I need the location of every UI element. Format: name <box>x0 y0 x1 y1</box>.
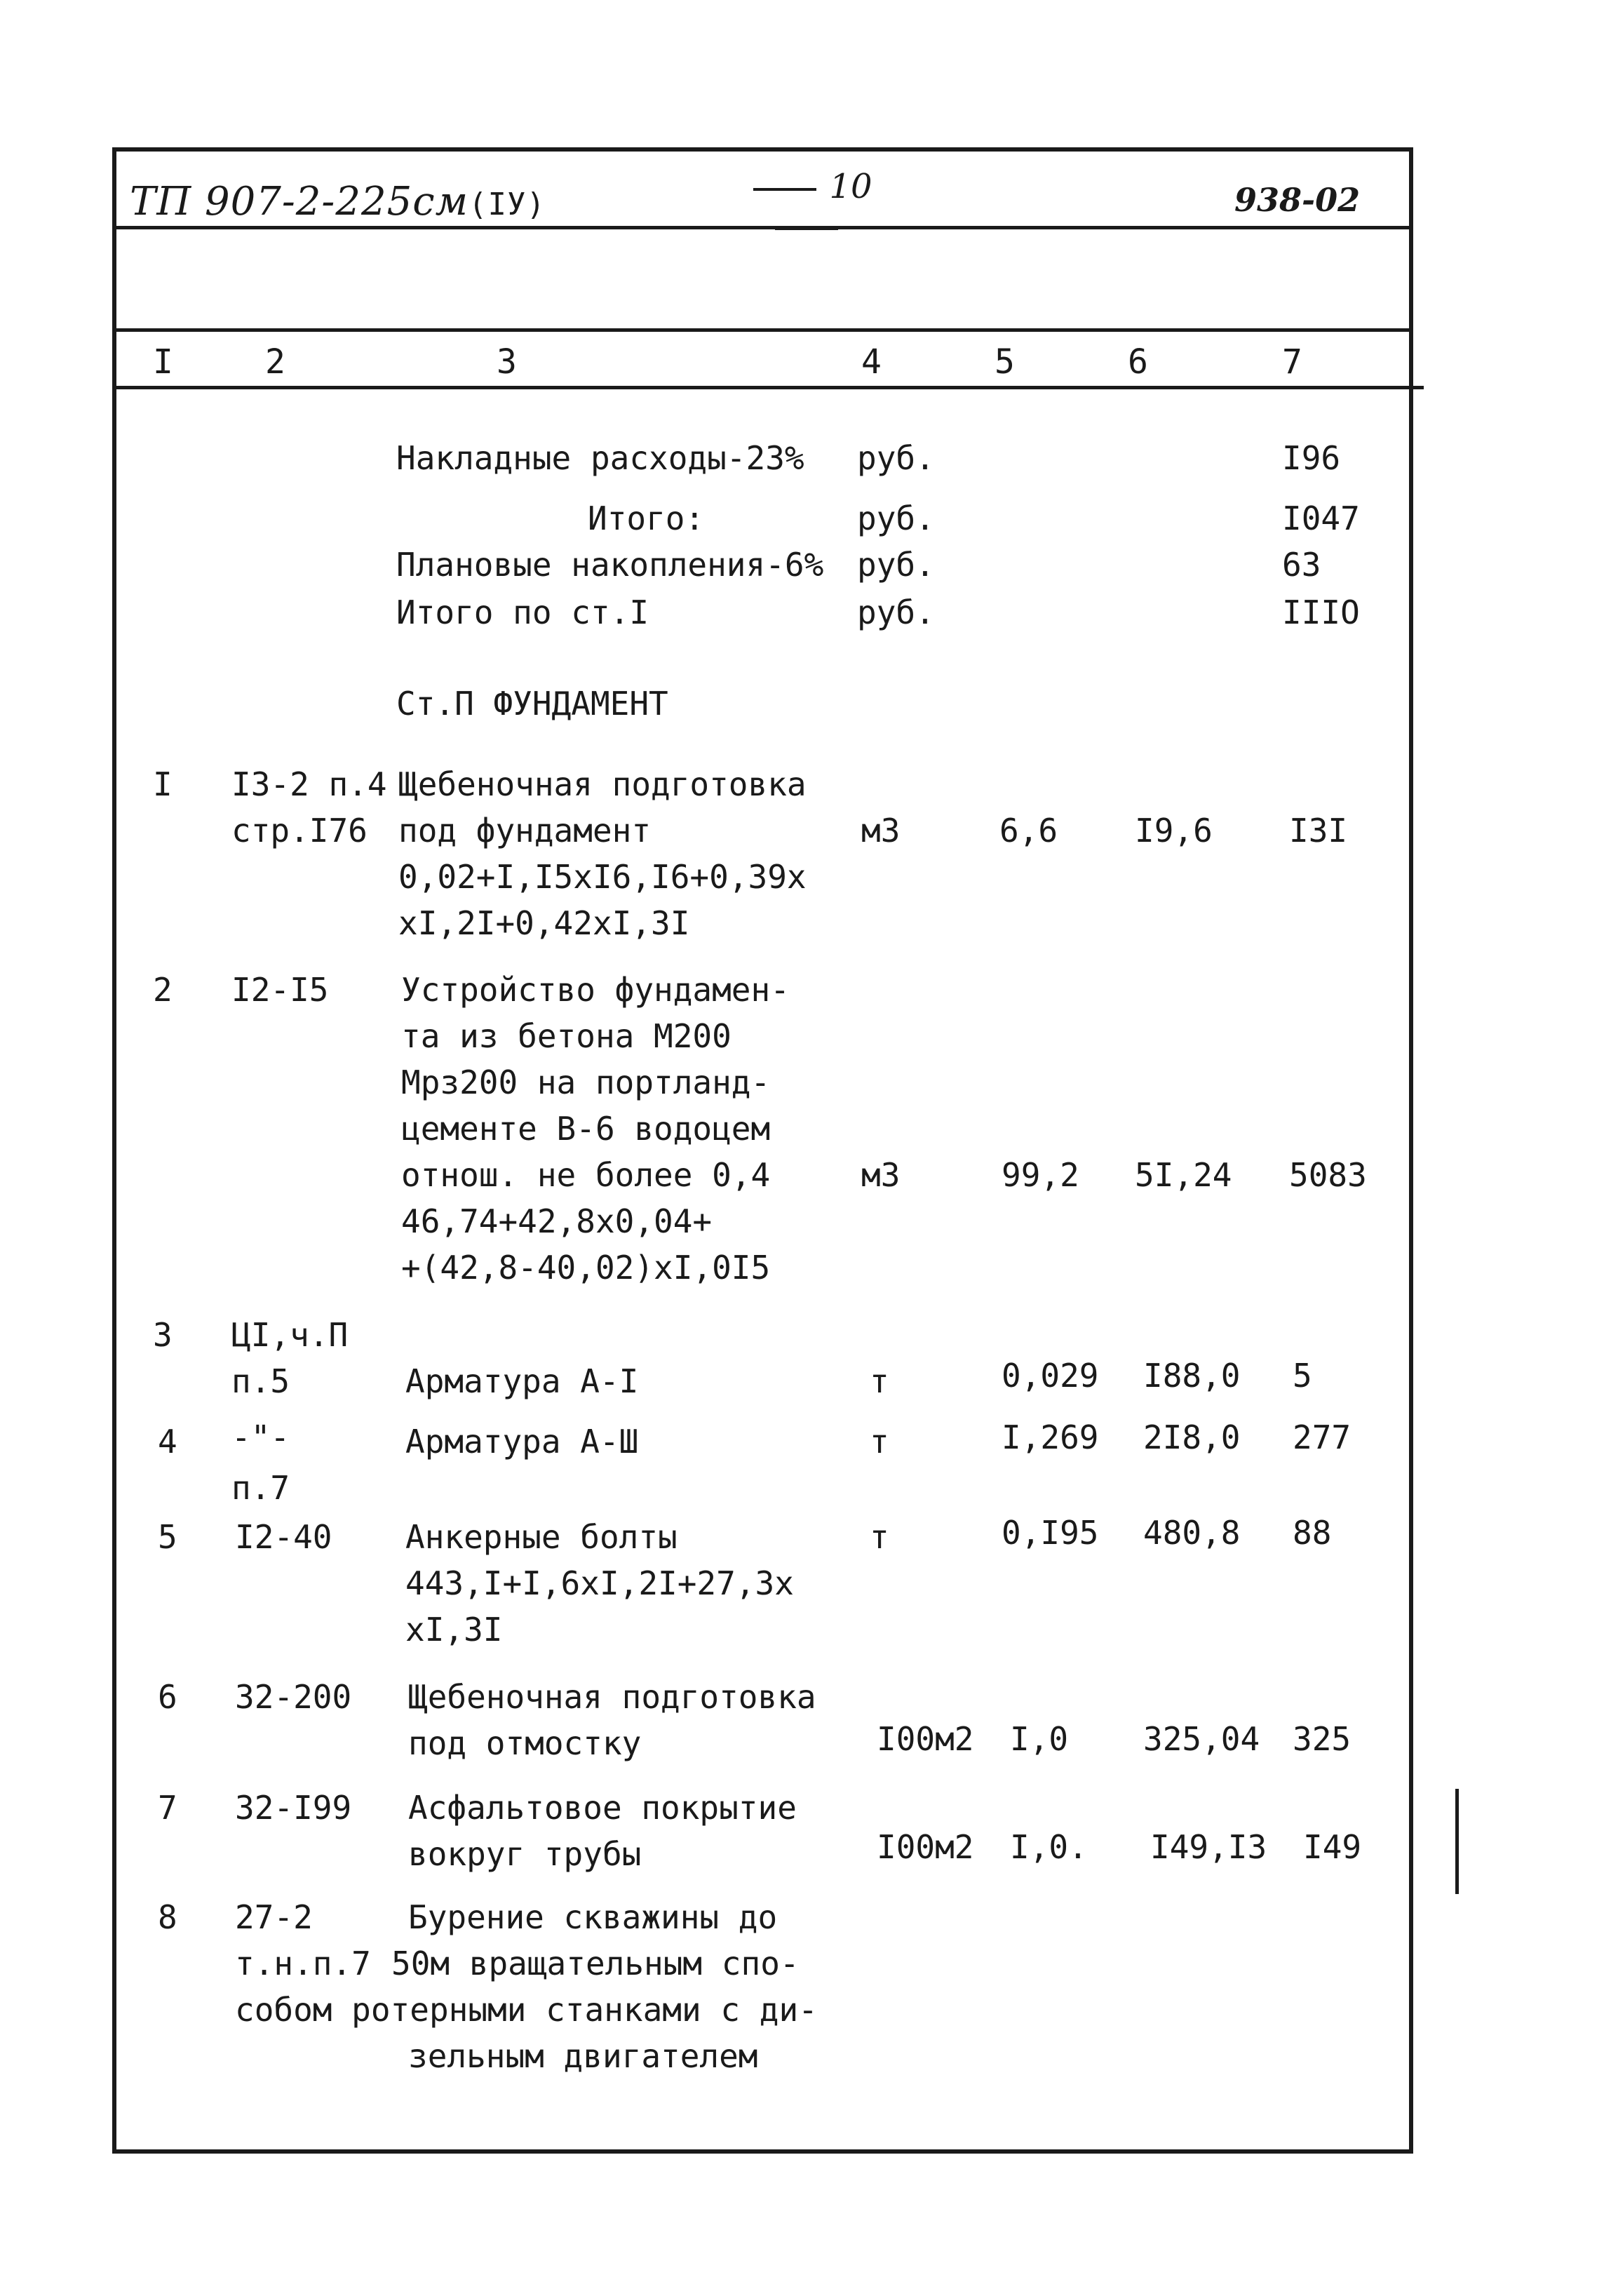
row-code: I2-I5 <box>231 971 329 1009</box>
row-desc: та из бетона М200 <box>401 1017 732 1055</box>
row-qty: 99,2 <box>1002 1156 1079 1194</box>
row-price: I49,I3 <box>1150 1828 1267 1866</box>
row-desc: Арматура А-Ш <box>405 1423 639 1461</box>
row-desc: 443,I+I,6xI,2I+27,3x <box>405 1564 794 1602</box>
row-number: 3 <box>153 1316 173 1354</box>
row-unit: т <box>870 1518 889 1556</box>
row-code: I2-40 <box>235 1518 332 1556</box>
row-desc: цементе В-6 водоцем <box>401 1110 771 1148</box>
row-desc: Щебеночная подготовка <box>398 765 807 803</box>
row-desc: xI,3I <box>405 1611 503 1649</box>
row-qty: I,0 <box>1010 1720 1069 1758</box>
row-price: I9,6 <box>1135 812 1213 850</box>
row-price: 480,8 <box>1143 1514 1241 1552</box>
row-total: I49 <box>1303 1828 1362 1866</box>
row-desc: 46,74+42,8x0,04+ <box>401 1202 713 1240</box>
summary-unit: руб. <box>857 499 935 537</box>
right-margin-mark <box>1455 1789 1459 1894</box>
col-header-7: 7 <box>1282 342 1302 382</box>
column-header-bottom-rule <box>112 386 1424 389</box>
row-desc: отнош. не более 0,4 <box>401 1156 771 1194</box>
row-total: I3I <box>1289 812 1348 850</box>
col-header-5: 5 <box>995 342 1015 382</box>
summary-total: I047 <box>1282 499 1360 537</box>
row-qty: 0,I95 <box>1002 1514 1099 1552</box>
row-code: I3-2 п.4 <box>231 765 387 803</box>
summary-label: Итого по ст.I <box>396 593 649 631</box>
row-desc: под фундамент <box>398 812 652 850</box>
row-number: 8 <box>158 1898 177 1936</box>
row-total: 277 <box>1293 1418 1352 1456</box>
row-desc: +(42,8-40,02)xI,0I5 <box>401 1249 771 1287</box>
col-header-1: I <box>153 342 173 382</box>
row-qty: I,0. <box>1010 1828 1088 1866</box>
row-code: 32-200 <box>235 1678 352 1716</box>
row-desc: Арматура А-I <box>405 1362 639 1400</box>
row-desc: Мрз200 на портланд- <box>401 1063 771 1101</box>
summary-unit: руб. <box>857 593 935 631</box>
summary-label: Плановые накопления-6% <box>396 546 824 584</box>
row-number: 5 <box>158 1518 177 1556</box>
row-desc: вокруг трубы <box>408 1835 642 1873</box>
row-desc: Устройство фундамен- <box>401 971 790 1009</box>
row-price: 5I,24 <box>1135 1156 1232 1194</box>
row-desc: Асфальтовое покрытие <box>408 1789 797 1827</box>
row-desc: 0,02+I,I5xI6,I6+0,39x <box>398 858 807 896</box>
row-desc: зельным двигателем <box>408 2037 758 2075</box>
row-code: 27-2 <box>235 1898 313 1936</box>
row-qty: 6,6 <box>999 812 1058 850</box>
row-code: п.7 <box>231 1469 290 1507</box>
row-unit: т <box>870 1362 889 1400</box>
summary-total: IIIO <box>1282 593 1360 631</box>
summary-unit: руб. <box>857 546 935 584</box>
row-code: ЦI,ч.П <box>231 1316 349 1354</box>
row-desc: собом ротерными станками с ди- <box>235 1991 818 2029</box>
row-total: 325 <box>1293 1720 1352 1758</box>
summary-total: 63 <box>1282 546 1321 584</box>
summary-total: I96 <box>1282 439 1341 477</box>
row-number: I <box>153 765 173 803</box>
row-number: 2 <box>153 971 173 1009</box>
row-number: 6 <box>158 1678 177 1716</box>
page-number: 10 <box>701 167 912 246</box>
row-code: стр.I76 <box>231 812 368 850</box>
row-code: -"- <box>231 1418 290 1456</box>
row-desc: Анкерные болты <box>405 1518 678 1556</box>
sheet-code: 938-02 <box>1234 181 1361 219</box>
row-code: 32-I99 <box>235 1789 352 1827</box>
column-header-top-rule <box>112 328 1413 332</box>
row-price: 325,04 <box>1143 1720 1260 1758</box>
summary-unit: руб. <box>857 439 935 477</box>
row-number: 4 <box>158 1423 177 1461</box>
row-total: 5083 <box>1289 1156 1367 1194</box>
col-header-4: 4 <box>861 342 882 382</box>
col-header-3: 3 <box>497 342 517 382</box>
row-unit: I00м2 <box>877 1828 974 1866</box>
row-desc: 50м вращательным спо- <box>391 1945 800 1982</box>
row-total: 88 <box>1293 1514 1332 1552</box>
row-code: п.5 <box>231 1362 290 1400</box>
row-desc: Бурение скважины до <box>408 1898 778 1936</box>
row-price: 2I8,0 <box>1143 1418 1241 1456</box>
section-title: Ст.П ФУНДАМЕНТ <box>396 685 668 723</box>
row-desc: Щебеночная подготовка <box>408 1678 816 1716</box>
row-number: 7 <box>158 1789 177 1827</box>
document-code: ТП 907-2-225см(IУ) <box>130 179 546 224</box>
row-desc: под отмостку <box>408 1724 642 1762</box>
row-price: I88,0 <box>1143 1357 1241 1395</box>
row-unit: м3 <box>861 812 901 850</box>
summary-label: Итого: <box>588 499 705 537</box>
row-code: т.н.п.7 <box>235 1945 371 1982</box>
col-header-6: 6 <box>1128 342 1148 382</box>
col-header-2: 2 <box>265 342 285 382</box>
row-qty: I,269 <box>1002 1418 1099 1456</box>
row-unit: т <box>870 1423 889 1461</box>
row-desc: xI,2I+0,42xI,3I <box>398 904 690 942</box>
row-qty: 0,029 <box>1002 1357 1099 1395</box>
summary-label: Накладные расходы-23% <box>396 439 804 477</box>
row-total: 5 <box>1293 1357 1312 1395</box>
row-unit: I00м2 <box>877 1720 974 1758</box>
row-unit: м3 <box>861 1156 901 1194</box>
